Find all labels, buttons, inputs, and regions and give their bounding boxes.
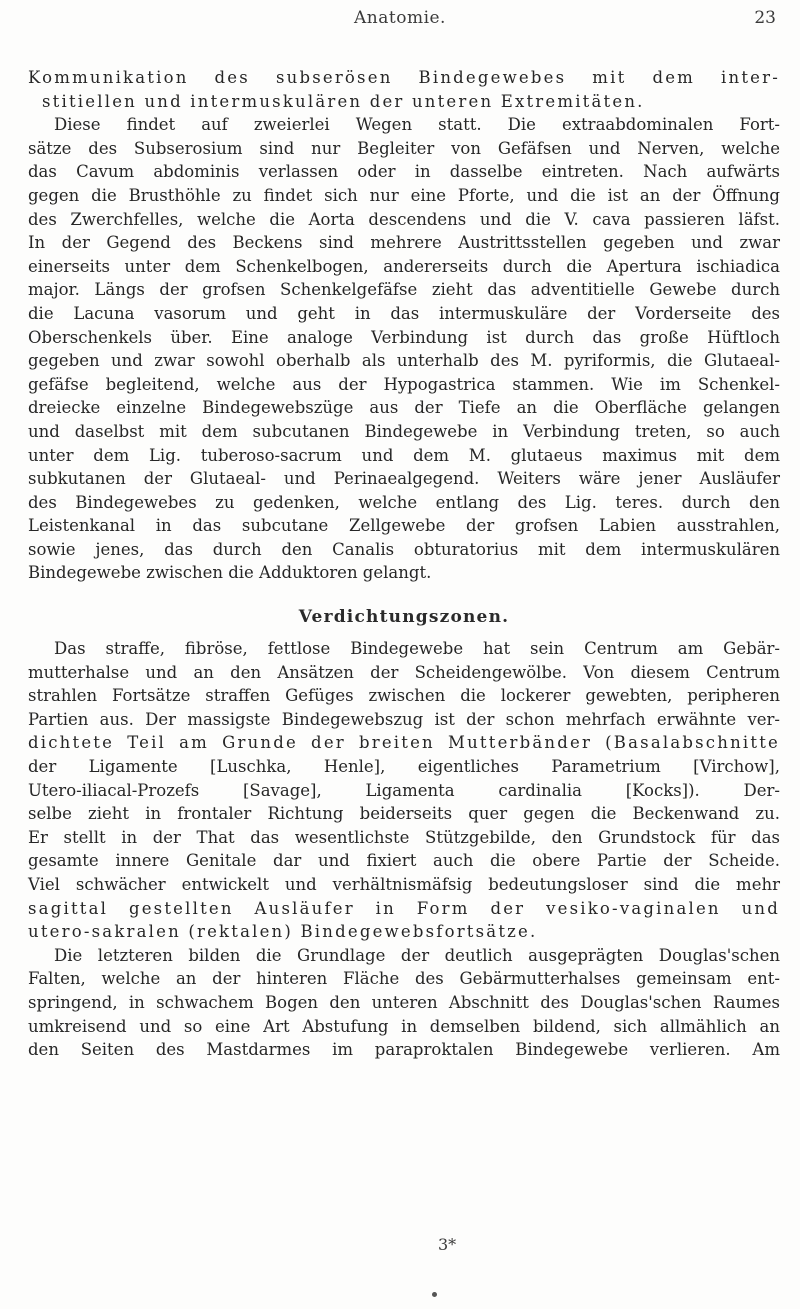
text-line: gesamte innere Genitale dar und fixiert auch die obere Partie der Scheide. <box>28 851 780 871</box>
paragraph-4 <box>28 944 780 1062</box>
paragraph-2 <box>28 113 780 585</box>
paragraph-3 <box>28 637 780 944</box>
text-line: major. Längs der grofsen Schenkelgefäfse zieht das adventitielle Gewebe durch <box>28 280 780 300</box>
ink-dot <box>432 1292 437 1297</box>
text-line: Er stellt in der That das wesentlichste Stützgebilde, den Grundstock für das <box>28 827 780 847</box>
text-line: Das straffe, fibröse, fettlose Bindegewebe hat sein Centrum am Gebär- <box>54 639 780 659</box>
text-line: Diese findet auf zweierlei Wegen statt. Die extraabdominalen Fort- <box>54 115 780 135</box>
text-line: sagittal gestellten Ausläufer in Form der vesiko-vaginalen und <box>28 898 780 918</box>
text-line: sowie jenes, das durch den Canalis obturatorius mit dem intermuskulären <box>28 539 780 559</box>
text-line: Falten, welche an der hinteren Fläche des Gebärmutterhalses gemeinsam ent- <box>28 969 780 989</box>
text-line: die Lacuna vasorum und geht in das intermuskuläre der Vorderseite des <box>28 303 780 323</box>
text-line: den Seiten des Mastdarmes im paraproktalen Bindegewebe verlieren. Am <box>28 1040 780 1060</box>
text-line: stitiellen und intermuskulären der unteren Extremitäten. <box>42 91 645 111</box>
text-line: Leistenkanal in das subcutane Zellgewebe der grofsen Labien ausstrahlen, <box>28 516 780 536</box>
text-line: Utero-iliacal-Prozefs [Savage], Ligamenta cardinalia [Kocks]). Der- <box>28 780 780 800</box>
running-head <box>0 8 800 32</box>
text-line: springend, in schwachem Bogen den unteren Abschnitt des Douglas'schen Raumes <box>28 992 780 1012</box>
text-line: dreiecke einzelne Bindegewebszüge aus der Tiefe an die Oberfläche gelangen <box>28 398 780 418</box>
text-line: selbe zieht in frontaler Richtung beiderseits quer gegen die Beckenwand zu. <box>28 804 780 824</box>
signature-mark: 3* <box>438 1235 457 1254</box>
text-line: sätze des Subserosium sind nur Begleiter von Gefäfsen und Nerven, welche <box>28 138 780 158</box>
text-line: Bindegewebe zwischen die Adduktoren gelangt. <box>28 563 432 583</box>
body-text <box>28 66 780 1062</box>
text-line: strahlen Fortsätze straffen Gefüges zwischen die lockerer gewebten, peripheren <box>28 686 780 706</box>
text-line: unter dem Lig. tuberoso-sacrum und dem M. glutaeus maximus mit dem <box>28 445 780 465</box>
text-line: des Zwerchfelles, welche die Aorta descendens und die V. cava passieren läfst. <box>28 209 780 229</box>
text-line: Partien aus. Der massigste Bindegewebszug ist der schon mehrfach erwähnte ver- <box>28 709 780 729</box>
paragraph-heading-1 <box>28 66 780 113</box>
text-line: das Cavum abdominis verlassen oder in dasselbe eintreten. Nach aufwärts <box>28 162 780 182</box>
text-line: mutterhalse und an den Ansätzen der Scheidengewölbe. Von diesem Centrum <box>28 662 780 682</box>
text-line: subkutanen der Glutaeal- und Perinaealgegend. Weiters wäre jener Ausläufer <box>28 469 780 489</box>
text-line: Viel schwächer entwickelt und verhältnismäfsig bedeutungsloser sind die mehr <box>28 875 780 894</box>
text-line: Die letzteren bilden die Grundlage der deutlich ausgeprägten Douglas'schen <box>54 945 780 965</box>
text-line: gegeben und zwar sowohl oberhalb als unterhalb des M. pyriformis, die Glutaeal- <box>28 351 780 371</box>
running-title: Anatomie. <box>354 8 446 28</box>
text-line: der Ligamente [Luschka, Henle], eigentliches Parametrium [Virchow], <box>28 757 780 777</box>
text-line: utero-sakralen (rektalen) Bindegewebsfortsätze. <box>28 922 538 942</box>
text-line: dichtete Teil am Grunde der breiten Mutterbänder (Basalabschnitte <box>28 733 780 753</box>
page-number: 23 <box>754 8 776 28</box>
text-line: umkreisend und so eine Art Abstufung in demselben bildend, sich allmählich an <box>28 1016 780 1036</box>
text-line: einerseits unter dem Schenkelbogen, andererseits durch die Apertura ischiadica <box>28 256 780 276</box>
section-heading: Verdichtungszonen. <box>298 607 510 628</box>
text-line: Kommunikation des subserösen Bindegewebes mit dem inter- <box>28 68 780 87</box>
text-line: gefäfse begleitend, welche aus der Hypogastrica stammen. Wie im Schenkel- <box>28 374 780 394</box>
text-line: Oberschenkels über. Eine analoge Verbindung ist durch das große Hüftloch <box>28 327 780 347</box>
text-line: gegen die Brusthöhle zu findet sich nur eine Pforte, und die ist an der Öffnung <box>28 185 780 205</box>
text-line: des Bindegewebes zu gedenken, welche entlang des Lig. teres. durch den <box>28 492 780 512</box>
text-line: und daselbst mit dem subcutanen Bindegewebe in Verbindung treten, so auch <box>28 421 780 441</box>
text-line: In der Gegend des Beckens sind mehrere Austrittsstellen gegeben und zwar <box>28 233 780 253</box>
